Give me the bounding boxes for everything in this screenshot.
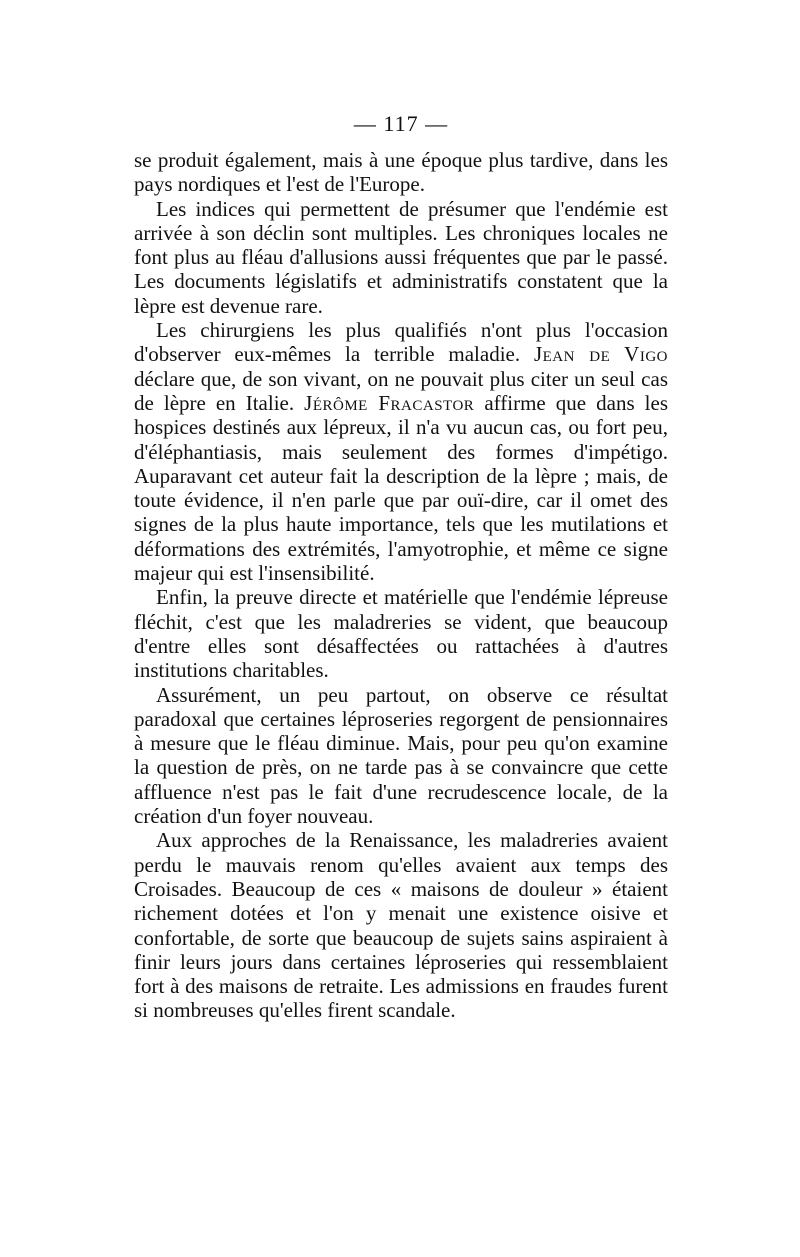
paragraph-text-segment: déclare que, de son vivant, on ne pouvait plus citer un seul cas de lèpre en Italie. <box>134 366 668 415</box>
book-page <box>134 110 668 1023</box>
paragraph-decline-indices: Les indices qui permettent de présumer que l'endémie est arrivée à son déclin sont multiples. Les chroniques locales ne font plus au fléau d'allusions aussi fréquentes que par le passé. Les documents législatifs et administratifs constatent que la lèpre est devenue rare. <box>134 196 668 318</box>
paragraph-text-segment: Les chirurgiens les plus qualifiés n'ont plus l'occasion d'observer eux-mêmes la terrible maladie. <box>134 318 668 367</box>
paragraph-paradox: Assurément, un peu partout, on observe ce résultat paradoxal que certaines léproseries regorgent de pensionnaires à mesure que le fléau diminue. Mais, pour peu qu'on examine la question de près, on ne tarde pas à se convaincre que cette affluence n'est pas le fait d'une recrudescence locale, de la création d'un foyer nouveau. <box>134 682 668 829</box>
paragraph-maladreries-empty: Enfin, la preuve directe et matérielle que l'endémie lépreuse fléchit, c'est que les maladreries se vident, que beaucoup d'entre elles sont désaffectées ou rattachées à d'autres institutions charitables. <box>134 585 668 683</box>
paragraph-renaissance: Aux approches de la Renaissance, les maladreries avaient perdu le mauvais renom qu'elles avaient aux temps des Croisades. Beaucoup de ces « maisons de douleur » étaient richement dotées et l'on y menait une existence oisive et confortable, de sorte que beaucoup de sujets sains aspiraient à finir leurs jours dans certaines léproseries qui ressemblaient fort à des maisons de retraite. Les admissions en fraudes furent si nombreuses qu'elles firent scandale. <box>134 828 668 1023</box>
paragraph-continuation: se produit également, mais à une époque plus tardive, dans les pays nordiques et l'est de l'Europe. <box>134 148 668 197</box>
paragraph-surgeons <box>134 318 668 585</box>
person-name-jean-de-vigo: Jean de Vigo <box>533 342 668 367</box>
paragraph-text-segment: affirme que dans les hospices destinés aux lépreux, il n'a vu aucun cas, ou fort peu, d'éléphantiasis, mais seulement des formes d'impétigo. Auparavant cet auteur fait la description de la lèpre ; mais, de toute évidence, il n'en parle que par ouï-dire, car il omet des signes de la plus haute importance, tels que les mutilations et déformations des extrémités, l'amyotrophie, et même ce signe majeur qui est l'insensibilité. <box>134 390 669 586</box>
person-name-jerome-fracastor: Jérôme Fracastor <box>304 390 475 415</box>
page-number: — 117 — <box>353 111 449 136</box>
